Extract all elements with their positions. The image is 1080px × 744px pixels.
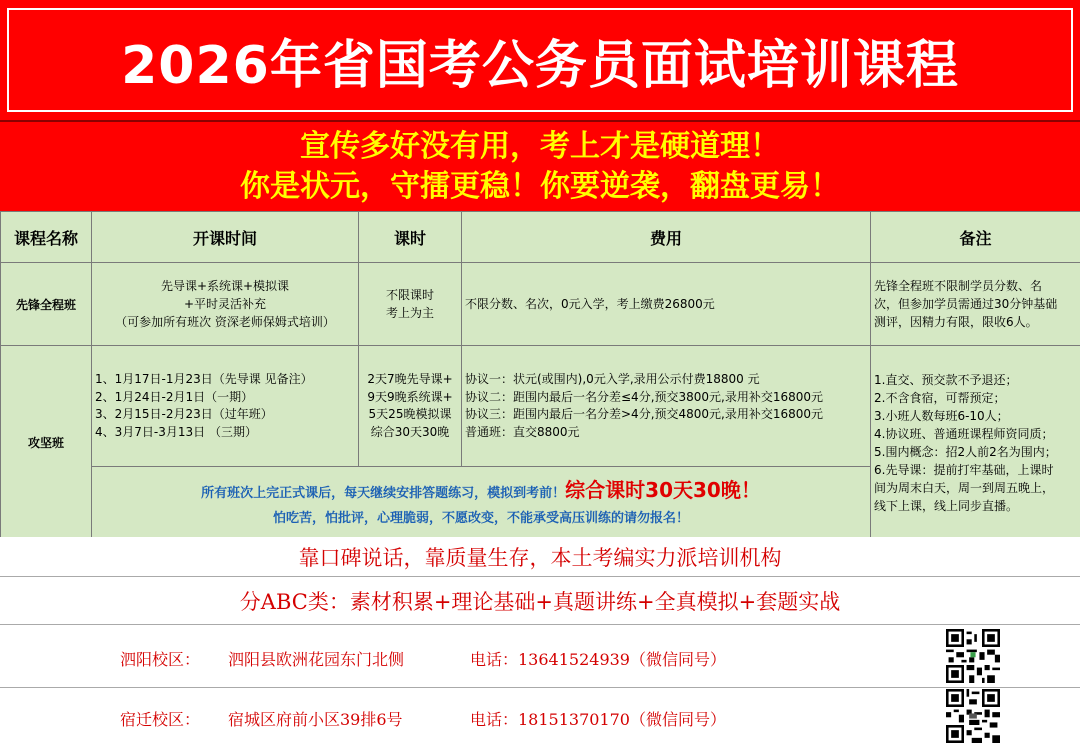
hours-line: 考上为主 [385,306,434,320]
notice-cell [92,467,871,540]
campus-name: 泗阳校区： [120,650,201,669]
hours-line: 9天9晚系统课+ [367,389,453,404]
slogan-band-1: 靠口碑说话，靠质量生存，本土考编实力派培训机构 [0,537,1080,577]
note-line: 1.直交、预交款不予退还； [874,372,1018,387]
hours-line: 2天7晚先导课+ [367,372,453,386]
note-line: 5.围内概念：招2人前2名为围内； [874,444,1057,459]
fee-line: 普通班：直交8800元 [465,424,580,439]
slogan-line-1: 宣传多好没有用，考上才是硬道理！ [300,128,780,164]
course-notes [871,346,1080,540]
course-table [0,211,1080,540]
notice-text: 所有班次上完正式课后，每天继续安排答题练习，模拟到考前！ [201,486,566,501]
campus-name: 宿迁校区： [120,710,201,729]
poster-title: 2026年省国考公务员面试培训课程 [121,35,959,96]
course-name: 攻坚班 [1,346,92,540]
fee-line: 协议三：距围内最后一名分差>4分,预交4800元,录用补交16800元 [465,407,824,421]
header-fee: 费用 [462,212,871,263]
course-time [92,346,359,467]
time-line: +平时灵活补充 [183,297,267,311]
qr-code-icon [946,689,1000,743]
note-line: 测评，因精力有限，限收6人。 [874,315,1038,329]
hours-line: 综合30天30晚 [370,424,450,439]
notice-highlight: 综合课时30天30晚！ [565,478,761,502]
header-start-time: 开课时间 [92,212,359,263]
campus-address: 泗阳县欧洲花园东门北侧 [228,650,405,669]
note-line: 6.先导课：提前打牢基础，上课时 [874,462,1054,477]
note-line: 2.不含食宿，可帮预定； [874,390,1006,405]
slogan-line-2: 你是状元，守擂更稳！你要逆袭，翻盘更易！ [240,168,840,204]
slogan-band-2: 分ABC类：素材积累+理论基础+真题讲练+全真模拟+套题实战 [0,577,1080,625]
notice-line-1 [95,476,867,508]
course-name: 先锋全程班 [1,263,92,346]
table-row [1,263,1080,346]
fee-line: 协议一：状元(或围内),0元入学,录用公示付费18800 元 [465,372,760,386]
campus-row [0,688,1080,744]
time-line: 3、2月15日-2月23日（过年班） [95,407,273,421]
note-line: 间为周末白天，周一到周五晚上， [874,480,1055,495]
notice-line-2: 怕吃苦，怕批评，心理脆弱，不愿改变，不能承受高压训练的请勿报名！ [272,511,689,526]
campus-row [0,625,1080,688]
time-line: 先导课+系统课+模拟课 [160,279,290,293]
campus-phone: 电话：18151370170（微信同号） [470,710,726,729]
course-fee [462,346,871,467]
note-line: 线下上课，线上同步直播。 [874,498,1019,513]
time-line: （可参加所有班次 资深老师保姆式培训） [115,315,335,329]
course-hours [359,263,462,346]
campus-phone: 电话：13641524939（微信同号） [470,650,726,669]
fee-line: 不限分数、名次，0元入学，考上缴费26800元 [465,297,715,311]
note-line: 3.小班人数每班6-10人； [874,408,1009,423]
title-frame [7,8,1073,112]
fee-line: 协议二：距围内最后一名分差≤4分,预交3800元,录用补交16800元 [465,389,824,404]
title-banner [0,0,1080,120]
header-course-name: 课程名称 [1,212,92,263]
slogan-banner [0,120,1080,211]
header-hours: 课时 [359,212,462,263]
time-line: 2、1月24日-2月1日（一期） [95,389,254,404]
hours-line: 不限课时 [385,288,434,302]
course-notes [871,263,1080,346]
course-fee [462,263,871,346]
header-notes: 备注 [871,212,1080,263]
table-row [1,346,1080,467]
time-line: 1、1月17日-1月23日（先导课 见备注） [95,372,313,386]
qr-code-icon [946,629,1000,683]
hours-line: 5天25晚模拟课 [368,407,452,421]
note-line: 先锋全程班不限制学员分数、名 [874,279,1043,293]
course-hours [359,346,462,467]
table-header-row [1,212,1080,263]
note-line: 次，但参加学员需通过30分钟基础 [874,297,1058,311]
note-line: 4.协议班、普通班课程师资同质； [874,426,1054,441]
campus-address: 宿城区府前小区39排6号 [228,710,403,729]
time-line: 4、3月7日-3月13日 （三期） [95,424,257,439]
course-time [92,263,359,346]
